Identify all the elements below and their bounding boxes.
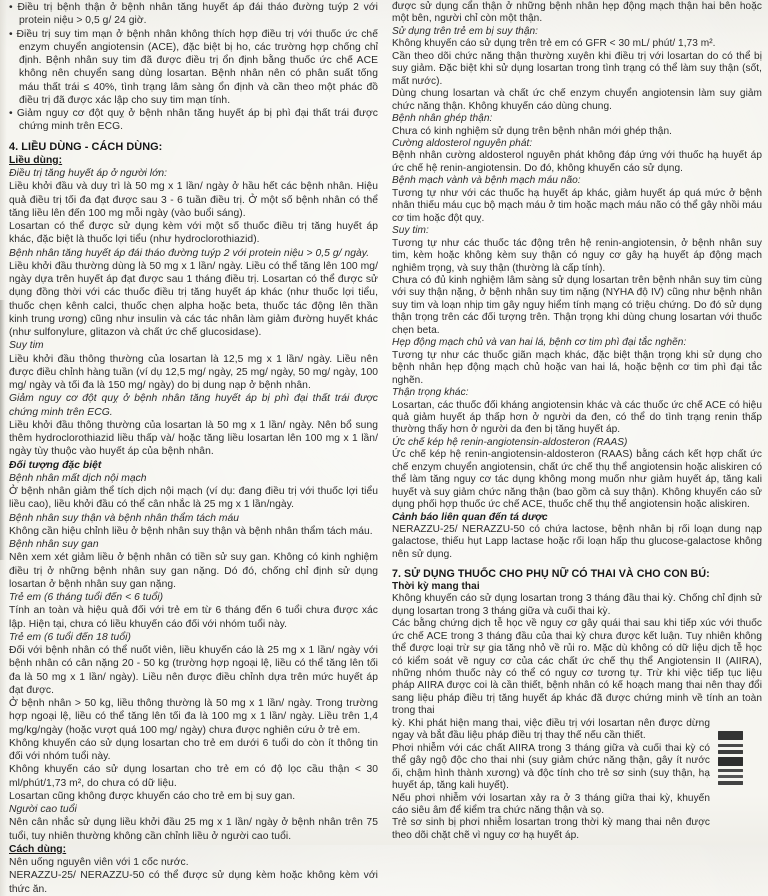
paragraph: Bệnh nhân ghép thận: xyxy=(392,113,493,125)
section-heading: 7. SỬ DỤNG THUỐC CHO PHỤ NỮ CÓ THAI VÀ CHO CON BÚ: xyxy=(392,568,710,581)
paragraph: Suy tim: xyxy=(392,225,429,237)
leaflet-left-column xyxy=(9,1,378,896)
registration-bar-icon xyxy=(718,769,743,772)
paragraph: Losartan có thể được sử dụng kèm với một số thuốc điều trị tăng huyết áp khác, đặc biệt là thuốc lợi tiểu (như hydroclorothiazid). xyxy=(9,221,378,246)
paragraph: Sử dụng trên trẻ em bị suy thận: xyxy=(392,25,539,37)
paragraph: • Điều trị suy tim mạn ở bệnh nhân không thích hợp điều trị với thuốc ức chế enzym chuyển angiotensin (ACE), đặc biệt bị ho, các trường hợp chống chỉ định. Bệnh nhân suy tim đã được điều trị ổn định bằng thuốc ức chế ACE không nên chuyển sang dùng losartan. Bệnh nhân nên có phân suất tống máu thất trái ≤ 40%, tình trạng lâm sàng ổn định và cần theo một phác đồ điều trị đã được xác lập cho suy tim mạn tính. xyxy=(9,28,378,106)
paragraph: Bệnh nhân mất dịch nội mạch xyxy=(9,472,147,484)
paragraph: Nên cân nhắc sử dụng liều khởi đầu 25 mg x 1 lần/ ngày ở bệnh nhân trên 75 tuổi, tuy nhiên thường không cần chỉnh liều ở người cao tuổi. xyxy=(9,817,378,842)
paragraph: Không khuyến cáo sử dụng losartan cho trẻ em dưới 6 tuổi do còn ít thông tin đối với nhóm tuổi này. xyxy=(9,737,378,762)
paragraph: Chưa có kinh nghiệm sử dụng trên bệnh nhân mới ghép thận. xyxy=(392,125,672,137)
paragraph: Tính an toàn và hiệu quả đối với trẻ em từ 6 tháng đến 6 tuổi chưa được xác lập. Hiện tại, chưa có liều khuyến cáo đối với nhóm tuổi này. xyxy=(9,605,378,630)
paragraph: Losartan cũng không được khuyến cáo cho trẻ em bị suy gan. xyxy=(9,790,296,802)
paragraph: Hẹp động mạch chủ và van hai lá, bệnh cơ tim phì đại tắc nghẽn: xyxy=(392,337,687,349)
section-heading: Liều dùng: xyxy=(9,154,63,166)
paragraph: • Giảm nguy cơ đột quỵ ở bệnh nhân tăng huyết áp bị phì đại thất trái được chứng minh trên ECG. xyxy=(9,108,378,133)
paragraph: Trẻ sơ sinh bị phơi nhiễm losartan trong thời kỳ mang thai nên được theo dõi chặt chẽ vì nguy cơ hạ huyết áp. xyxy=(392,817,710,841)
paragraph: Không khuyến cáo sử dụng trên trẻ em có GFR < 30 mL/ phút/ 1,73 m². xyxy=(392,38,716,50)
paragraph: Chưa có đủ kinh nghiệm lâm sàng sử dụng losartan trên bệnh nhân suy tim cùng với suy thận nặng, ở bệnh nhân suy tim nặng (NYHA độ IV) cũng như bệnh nhân suy tim và loạn nhịp tim gây nguy hiểm tính mạng có triệu chứng. Do đó sử dụng thận trọng trên các đối tượng trên. Thận trọng khi dùng chung losartan với thuốc chẹn beta. xyxy=(392,274,762,336)
paragraph: Liều khởi đầu thông thường của losartan là 50 mg x 1 lần/ ngày. Nên bổ sung thêm hydroclorothiazid liều thấp và/ hoặc tăng liều losartan lên 100 mg x 1 lần/ ngày tùy thuộc vào huyết áp của bệnh nhân. xyxy=(9,419,378,458)
paragraph: Cần theo dõi chức năng thận thường xuyên khi điều trị với losartan do có thể bị suy giảm. Đặc biệt khi sử dụng losartan trong tình trạng có thể làm suy thận (sốt, mất nước). xyxy=(392,50,762,87)
paragraph: Losartan, các thuốc đối kháng angiotensin khác và các thuốc ức chế ACE có hiệu quả giảm huyết áp thấp hơn ở người da đen, có thể do tình trạng renin thấp thường thấy hơn ở người da đen bị tăng huyết áp. xyxy=(392,399,762,436)
scan-edge-shadow xyxy=(0,300,5,560)
paragraph: Suy tim xyxy=(9,340,44,352)
paragraph: Tương tự như các thuốc tác động trên hệ renin-angiotensin, ở bệnh nhân suy tim, kèm hoặc không kèm suy thận có nguy cơ gây hạ huyết áp động mạch nghiêm trọng, và suy thận (thường là cấp tính). xyxy=(392,237,762,274)
paragraph: Giảm nguy cơ đột quỵ ở bệnh nhân tăng huyết áp bị phì đại thất trái được chứng minh trên ECG. xyxy=(9,393,378,418)
section-heading: 4. LIỀU DÙNG - CÁCH DÙNG: xyxy=(9,140,163,153)
paragraph: Thận trọng khác: xyxy=(392,387,469,399)
paragraph: Tương tự như với các thuốc hạ huyết áp khác, giảm huyết áp quá mức ở bệnh nhân thiếu máu cục bộ mạch máu ở tim hoặc mạch máu não có thể gây nhồi máu cơ tim hoặc đột quỵ. xyxy=(392,187,762,224)
paragraph: Không khuyến cáo sử dụng losartan cho trẻ em có độ lọc cầu thận < 30 ml/phút/1,73 m², do chưa có dữ liệu. xyxy=(9,764,378,789)
paragraph: Nếu phơi nhiễm với losartan xảy ra ở 3 tháng giữa thai kỳ, khuyến cáo siêu âm để kiểm tra chức năng thận và sọ. xyxy=(392,792,710,816)
paragraph: Đối với bệnh nhân có thể nuốt viên, liều khuyến cáo là 25 mg x 1 lần/ ngày với bệnh nhân có cân nặng 20 - 50 kg (trường hợp ngoại lệ, liều có thể tăng lên tối đa là 50 mg x 1 lần/ ngày). Liều nên được điều chỉnh dựa trên mức huyết áp đạt được. xyxy=(9,645,378,696)
paragraph: Thời kỳ mang thai xyxy=(392,580,480,592)
paragraph: Bệnh mạch vành và bệnh mạch máu não: xyxy=(392,175,581,187)
paragraph: Ức chế kép hệ renin-angiotensin-aldosteron (RAAS) bằng cách kết hợp chất ức chế enzym chuyển angiotensin, chất ức chế thụ thể angiotensin hoặc aliskiren có thể làm tăng nguy cơ tác dụng không mong muốn như giảm huyết áp, tăng kali huyết và suy giảm chức năng thận (bao gồm cả suy thận). Không khuyến cáo sử dụng phối hợp thuốc ức chế ACE, thuốc chế thụ thể angiotensin hoặc aliskiren. xyxy=(392,449,762,511)
paragraph: Điều trị tăng huyết áp ở người lớn: xyxy=(9,168,168,179)
paragraph: Bệnh nhân tăng huyết áp đái tháo đường tuýp 2 với protein niệu > 0,5 g/ ngày. xyxy=(9,247,370,259)
paragraph: NERAZZU-25/ NERAZZU-50 có chứa lactose, bệnh nhân bị rối loạn dung nạp galactose, thiếu hụt Lapp lactase hoặc rối loạn hấp thu glucose-galactose không nên sử dụng. xyxy=(392,524,762,560)
paragraph: Tương tự như các thuốc giãn mạch khác, đặc biệt thận trọng khi sử dụng cho bệnh nhân hẹp động mạch chủ hoặc van hai lá, hoặc bệnh cơ tim phì đại tắc nghẽn. xyxy=(392,349,762,386)
paragraph: được sử dụng cẩn thận ở những bệnh nhân hẹp động mạch thận hai bên hoặc một bên, người chỉ còn một thận. xyxy=(392,1,762,25)
paragraph: Đối tượng đặc biệt xyxy=(9,459,102,471)
paragraph: Trẻ em (6 tuổi đến 18 tuổi) xyxy=(9,631,131,643)
paragraph: Ở bệnh nhân > 50 kg, liều thông thường là 50 mg x 1 lần/ ngày. Trong trường hợp ngoại lệ, liều có thể tăng lên tối đa là 100 mg x 1 lần/ ngày. Liều trên 1,4 mg/kg/ngày (hoặc vượt quá 100 mg/ ngày) chưa được nghiên cứu ở trẻ em. xyxy=(9,698,378,736)
paragraph: • Điều trị bệnh thận ở bệnh nhân tăng huyết áp đái tháo đường tuýp 2 với protein niệu > 0,5 g/ 24 giờ. xyxy=(9,2,378,27)
paragraph: Trẻ em (6 tháng tuổi đến < 6 tuổi) xyxy=(9,592,164,603)
paragraph: Cảnh báo liên quan đến tá dược xyxy=(392,511,548,523)
leaflet-right-column xyxy=(392,1,762,842)
paragraph: NERAZZU-25/ NERAZZU-50 có thể được sử dụng kèm hoặc không kèm với thức ăn. xyxy=(9,870,378,895)
paragraph: Liều khởi đầu và duy trì là 50 mg x 1 lần/ ngày ở hầu hết các bệnh nhân. Hiệu quả điều trị tối đa đạt được sau 3 - 6 tuần điều trị. Ở một số bệnh nhân có thể tăng liều lên đến 100 mg mỗi ngày (vào buổi sáng). xyxy=(9,181,378,219)
paragraph: Ở bệnh nhân giảm thể tích dịch nội mạch (ví dụ: đang điều trị với thuốc lợi tiểu liều cao), liều khởi đầu có thể cân nhắc là 25 mg x 1 lần/ngày. xyxy=(9,486,378,511)
registration-bar-icon xyxy=(718,781,743,785)
registration-bar-icon xyxy=(718,731,743,740)
registration-bar-icon xyxy=(718,775,743,778)
paragraph: Dùng chung losartan và chất ức chế enzym chuyển angiotensin làm suy giảm chức năng thận. Không khuyến cáo dùng chung. xyxy=(392,88,762,112)
paragraph: Bệnh nhân suy gan xyxy=(9,539,99,550)
paragraph: Nên uống nguyên viên với 1 cốc nước. xyxy=(9,857,189,868)
paragraph: Không cần hiệu chỉnh liều ở bệnh nhân suy thận và bệnh nhân thẩm tách máu. xyxy=(9,525,373,537)
registration-bar-icon xyxy=(718,750,743,754)
paragraph: Bệnh nhân cường aldosterol nguyên phát không đáp ứng với thuốc hạ huyết áp ức chế hệ renin-angiotensin. Do đó, không khuyến cáo sử dụng. xyxy=(392,150,762,174)
registration-bar-icon xyxy=(718,757,743,766)
paragraph: Cường aldosterol nguyên phát: xyxy=(392,137,533,149)
paragraph: kỳ. Khi phát hiện mang thai, việc điều trị với losartan nên được dừng ngay và bắt đầu liệu pháp điều trị thay thế nếu cần thiết. xyxy=(392,717,710,742)
paragraph: Phơi nhiễm với các chất AIIRA trong 3 tháng giữa và cuối thai kỳ có thể gây ngộ độc cho thai nhi (suy giảm chức năng thận, gây ít nước ối, chậm hình thành xương) và độc tính cho trẻ sơ sinh (suy thận, hạ huyết áp, tăng kali huyết). xyxy=(392,742,710,792)
paragraph: Không khuyến cáo sử dụng losartan trong 3 tháng đầu thai kỳ. Chống chỉ định sử dụng losartan trong 3 tháng giữa và cuối thai kỳ. xyxy=(392,593,762,617)
paragraph: Liều khởi đầu thông thường của losartan là 12,5 mg x 1 lần/ ngày. Liều nên được điều chỉnh hàng tuần (ví dụ 12,5 mg/ ngày, 25 mg/ ngày, 50 mg/ ngày, 100 mg/ ngày và tối đa là 150 mg/ ngày) do bị dung nạp ở bệnh nhân. xyxy=(9,353,378,391)
paragraph: Ức chế kép hệ renin-angiotensin-aldosteron (RAAS) xyxy=(392,436,628,448)
paragraph: Các bằng chứng dịch tễ học về nguy cơ gây quái thai sau khi tiếp xúc với thuốc ức chế ACE trong 3 tháng đầu của thai kỳ chưa được kết luận. Tuy nhiên không thể được loại trừ sự gia tăng nhỏ về rủi ro. Mặc dù không có dữ liệu dịch tễ học có kiểm soát về nguy cơ của các chất ức chế thụ thể Angiotensin II (AIIRA), những nhóm thuốc này có thể có nguy cơ tương tự. Trừ khi việc tiếp tục liệu pháp AIIRA được coi là cần thiết, bệnh nhân có kế hoạch mang thai nên thay đổi sang liệu pháp điều trị tăng huyết áp khác đã được chứng minh về tính an toàn trong thai xyxy=(392,618,762,717)
paragraph: Nên xem xét giảm liều ở bệnh nhân có tiền sử suy gan. Không có kinh nghiệm điều trị ở những bệnh nhân suy gan nặng. Dó đó, chống chỉ định sử dụng losartan ở bệnh nhân suy gan nặng. xyxy=(9,552,378,590)
paragraph: Người cao tuổi xyxy=(9,804,77,815)
registration-bar-icon xyxy=(718,744,743,747)
section-heading: Cách dùng: xyxy=(9,843,67,855)
paragraph: Liều khởi đầu thường dùng là 50 mg x 1 lần/ ngày. Liều có thể tăng lên 100 mg/ ngày dựa trên huyết áp đạt được sau 1 tháng điều trị. Losartan có thể được sử dụng đồng thời với các thuốc điều trị tăng huyết áp khác (như thuốc lợi tiểu, thuốc chẹn kênh calci, thuốc chẹn alpha hoặc beta, thuốc tác động lên thần kinh trung ương) cũng như insulin và các tác nhân làm giảm đường huyết khác (như sulfonylure, glitazon và chất ức chế glucosidase). xyxy=(9,260,378,338)
print-registration-bars-icon xyxy=(718,731,743,785)
paragraph: Bệnh nhân suy thận và bệnh nhân thẩm tách máu xyxy=(9,512,240,524)
